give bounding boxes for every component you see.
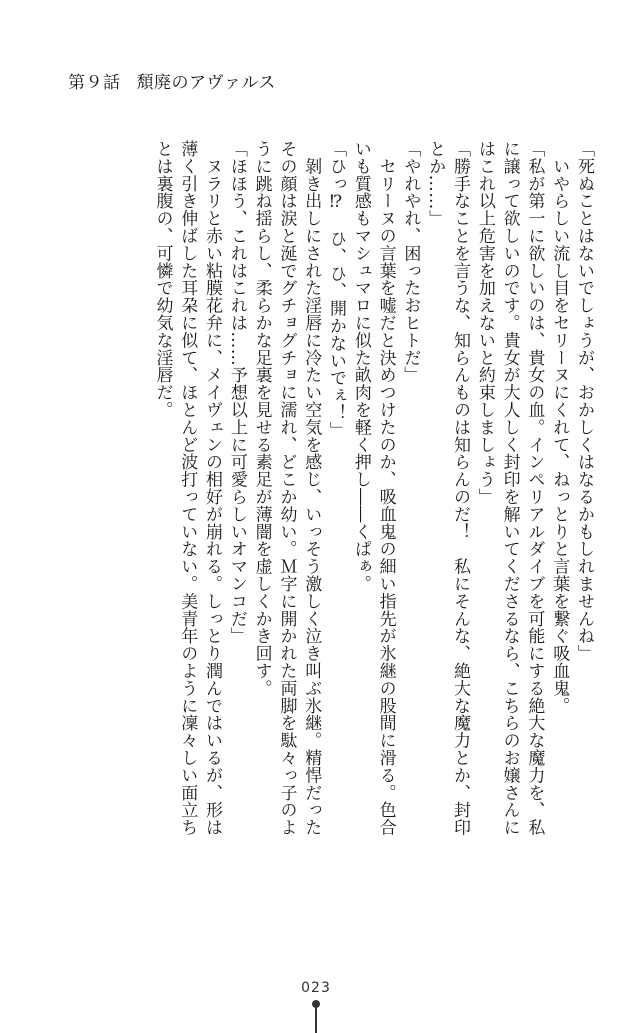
paragraph: 「私が第一に欲しいのは、貴女の血。インペリアルダイブを可能にする絶大な魔力を、私に譲って欲しいのです。貴女が大人しく封印を解いてくださるなら、こちらのお嬢さんにはこれ以上危害を加えないと約束しましょう」 <box>474 140 545 836</box>
chapter-title: 頽廃のアヴァルス <box>136 73 276 93</box>
paragraph: セリーヌの言葉を嘘だと決めつけたのか、吸血鬼の細い指先が氷継の股間に滑る。色合いも質感もマシュマロに似た畝肉を軽く押し――くぱぁ。 <box>350 140 396 836</box>
paragraph: 「勝手なことを言うな、知らんものは知らんのだ！ 私にそんな、絶大な魔力とか、封印とか……」 <box>425 140 471 836</box>
paragraph: 「やれやれ、困ったおヒトだ」 <box>400 140 421 384</box>
paragraph: 「ほほう、これはこれは……予想以上に可愛らしいオマンコだ」 <box>226 140 247 645</box>
marker-dot <box>312 1000 320 1008</box>
page-number: 023 <box>301 980 331 996</box>
paragraph: 「ひっ⁉ ひ、ひ、開かないでぇ！」 <box>326 140 347 439</box>
page-header <box>68 68 276 93</box>
marker-line <box>315 1008 317 1033</box>
paragraph: ヌラリと赤い粘膜花弁に、メイヴェンの相好が崩れる。しっとり潤んではいるが、形は薄く引き伸ばした耳朶に似て、ほとんど波打っていない。美青年のように凜々しい面立ちとは裏腹の、可憐で幼気な淫唇だ。 <box>152 140 223 836</box>
body-text <box>26 140 596 840</box>
paragraph: 剝き出しにされた淫唇に冷たい空気を感じ、いっそう激しく泣き叫ぶ氷継。精悍だったその顔は涙と涎でグチョグチョに濡れ、どこか幼い。Ｍ字に開かれた両脚を駄々っ子のように跳ね揺らし、柔らかな足裏を見せる素足が薄闇を虚しくかき回す。 <box>251 140 322 836</box>
paragraph: 「死ぬことはないでしょうが、おかしくはなるかもしれませんね」 <box>574 140 594 662</box>
chapter-number: 第９話 <box>68 73 121 93</box>
page-marker-icon <box>311 1000 321 1033</box>
paragraph: いやらしい流し目をセリーヌにくれて、ねっとりと言葉を繋ぐ吸血鬼。 <box>549 140 570 715</box>
